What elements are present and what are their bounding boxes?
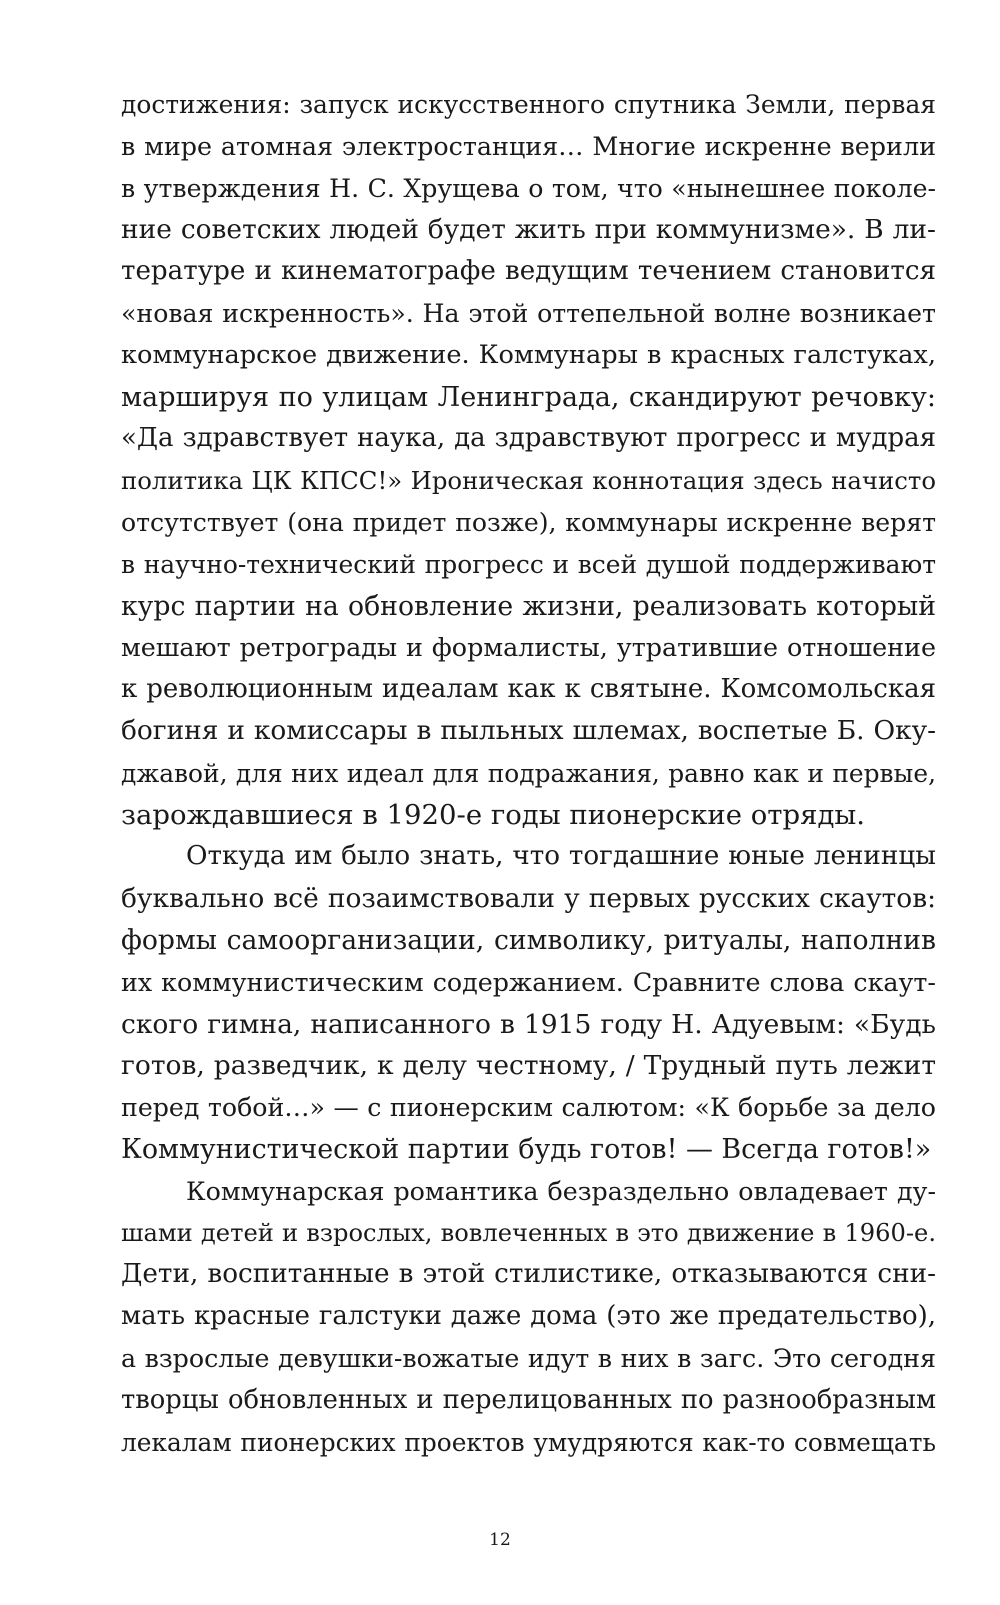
text-line: зарождавшиеся в 1920-е годы пионерские отряды.: [121, 798, 866, 831]
text-line: коммунарское движение. Коммунары в красных галстуках,: [121, 339, 936, 370]
text-line: маршируя по улицам Ленинграда, скандируют речовку:: [121, 381, 936, 413]
text-line: шами детей и взрослых, вовлеченных в это движение в 1960-е.: [121, 1218, 936, 1247]
text-line: «Да здравствует наука, да здравствуют прогресс и мудрая: [121, 423, 936, 454]
text-line: в научно-технический прогресс и всей душой поддерживают: [121, 549, 936, 579]
text-line: отсутствует (она придет позже), коммунары искренне верят: [121, 507, 936, 537]
text-line: творцы обновленных и перелицованных по разнообразным: [121, 1384, 936, 1415]
text-line: Откуда им было знать, что тогдашние юные ленинцы: [186, 841, 936, 872]
text-line: богиня и комиссары в пыльных шлемах, воспетые Б. Оку-: [121, 715, 936, 746]
page-number: 12: [489, 1530, 511, 1550]
text-line: в утверждения Н. С. Хрущева о том, что «нынешнее поколе-: [121, 173, 936, 203]
text-line: а взрослые девушки-вожатые идут в них в загс. Это сегодня: [121, 1343, 936, 1373]
text-line: их коммунистическим содержанием. Сравните слова скаут-: [121, 966, 936, 997]
text-line: к революционным идеалам как к святыне. Комсомольская: [121, 674, 936, 705]
text-line: Коммунистической партии будь готов! — Всегда готов!»: [121, 1133, 932, 1165]
text-line: ние советских людей будет жить при коммунизме». В ли-: [121, 214, 936, 246]
text-line: мать красные галстуки даже дома (это же предательство),: [121, 1301, 936, 1332]
text-line: «новая искренность». На этой оттепельной волне возникает: [121, 298, 936, 328]
text-line: в мире атомная электростанция… Многие искренне верили: [121, 130, 936, 161]
text-line: Коммунарская романтика безраздельно овладевает ду-: [186, 1175, 936, 1206]
text-line: ского гимна, написанного в 1915 году Н. Адуевым: «Будь: [121, 1008, 936, 1040]
text-line: мешают ретрограды и формалисты, утратившие отношение: [121, 632, 936, 663]
body-text: [121, 84, 936, 1463]
text-line: политика ЦК КПСС!» Ироническая коннотация здесь начисто: [121, 466, 936, 496]
text-line: готов, разведчик, к делу честному, / Трудный путь лежит: [121, 1050, 936, 1082]
text-line: джавой, для них идеал для подражания, равно как и первые,: [121, 758, 936, 788]
text-line: достижения: запуск искусственного спутника Земли, первая: [121, 90, 936, 119]
text-line: тературе и кинематографе ведущим течением становится: [121, 256, 936, 287]
text-line: курс партии на обновление жизни, реализовать который: [121, 590, 936, 622]
text-line: лекалам пионерских проектов умудряются как-то совмещать: [121, 1427, 936, 1457]
text-line: Дети, воспитанные в этой стилистике, отказываются сни-: [121, 1259, 936, 1290]
text-line: буквально всё позаимствовали у первых русских скаутов:: [121, 883, 936, 915]
text-line: формы самоорганизации, символику, ритуалы, наполнив: [121, 924, 936, 956]
text-line: перед тобой…» — с пионерским салютом: «К борьбе за дело: [121, 1093, 936, 1123]
